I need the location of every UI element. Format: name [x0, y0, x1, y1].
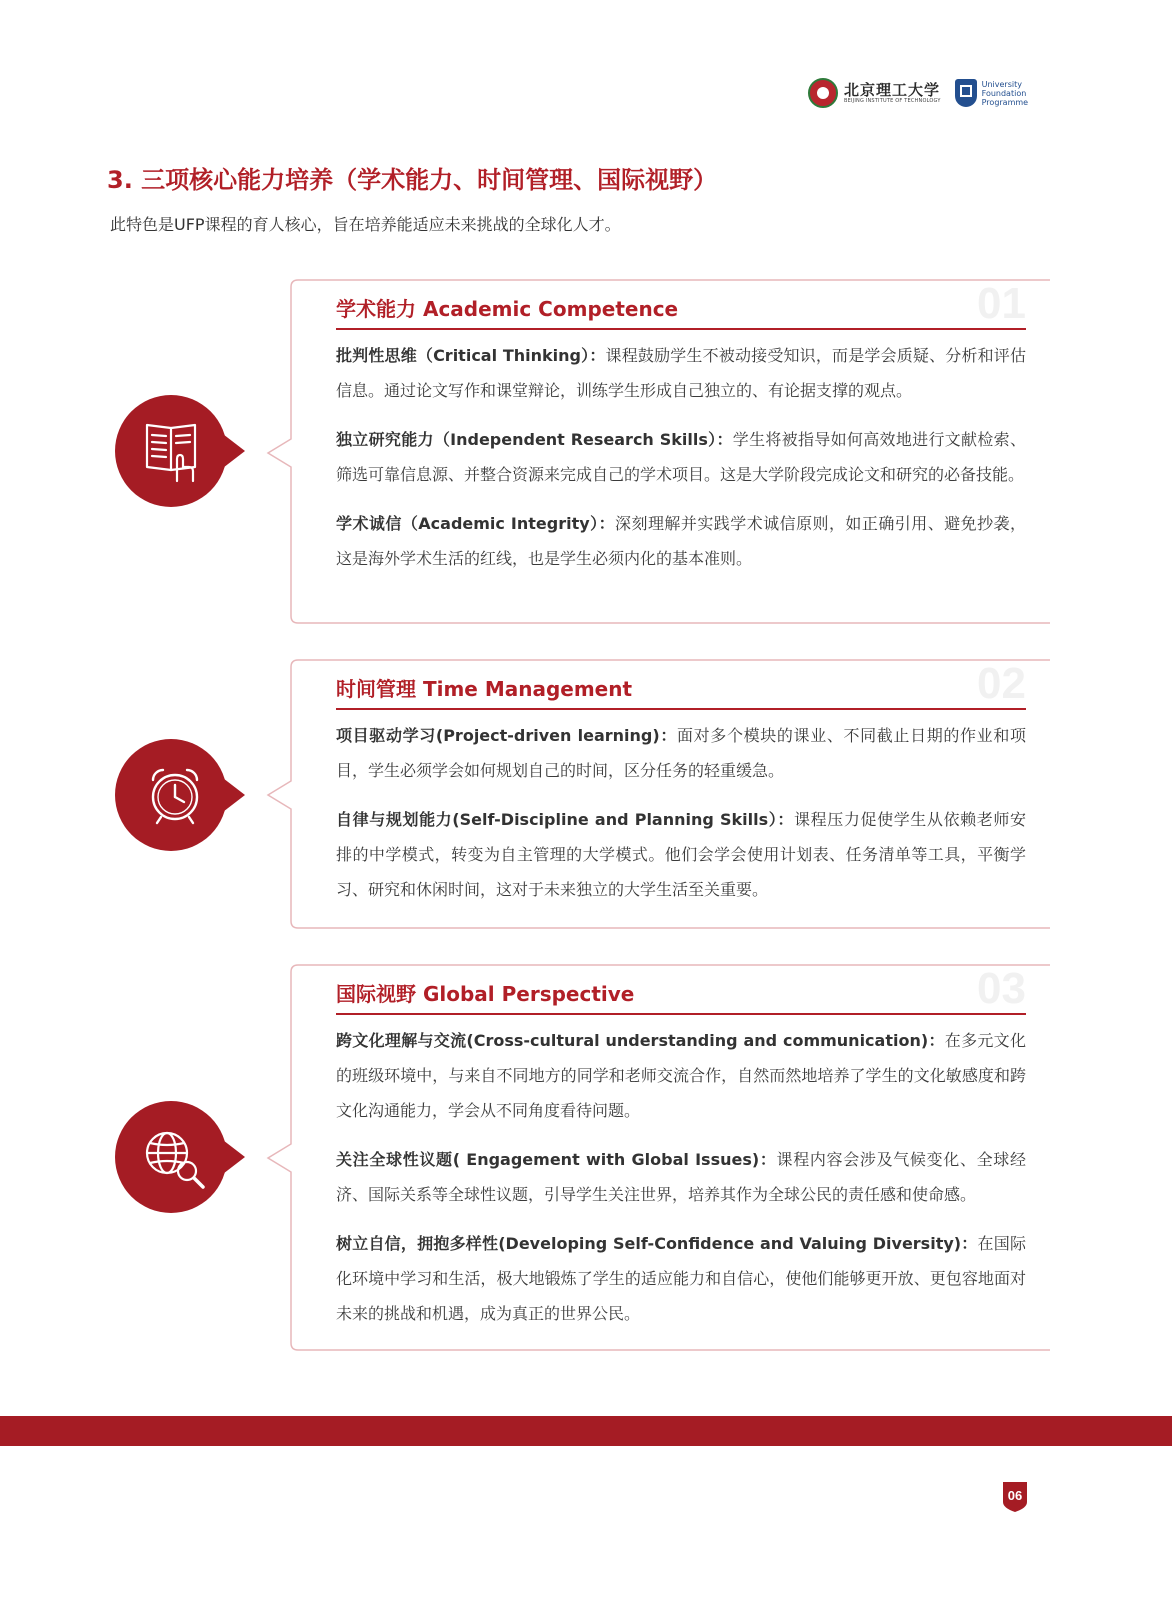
globe-magnifier-icon [115, 1101, 249, 1213]
list-item: 自律与规划能力(Self-Discipline and Planning Skills）：课程压力促使学生从依赖老师安排的中学模式，转变为自主管理的大学模式。他们会学会使用计划表、任务清单等工具，平衡学习、研究和休闲时间，这对于未来独立的大学生活至关重要。 [336, 810, 1026, 899]
ufp-logo-text: University Foundation Programme [981, 79, 1029, 107]
alarm-clock-icon [115, 739, 249, 851]
list-item: 项目驱动学习(Project-driven learning)：面对多个模块的课业、不同截止日期的作业和项目，学生必须学会如何规划自己的时间，区分任务的轻重缓急。 [336, 726, 1026, 780]
global-icon-badge [115, 1101, 249, 1213]
time-icon-badge [115, 739, 249, 851]
card-number: 03 [977, 964, 1026, 1013]
list-item: 独立研究能力（Independent Research Skills）：学生将被指导如何高效地进行文献检索、筛选可靠信息源、并整合资源来完成自己的学术项目。这是大学阶段完成论文和研究的必备技能。 [336, 430, 1026, 484]
card-body [336, 718, 1026, 921]
header-logos [808, 78, 1028, 108]
page-number-badge [1003, 1482, 1027, 1512]
section-heading: 3. 三项核心能力培养（学术能力、时间管理、国际视野） [107, 166, 718, 194]
list-item: 跨文化理解与交流(Cross-cultural understanding and communication)：在多元文化的班级环境中，与来自不同地方的同学和老师交流合作，自然而然地培养了学生的文化敏感度和跨文化沟通能力，学会从不同角度看待问题。 [336, 1031, 1026, 1120]
list-item: 批判性思维（Critical Thinking）：课程鼓励学生不被动接受知识，而是学会质疑、分析和评估信息。通过论文写作和课堂辩论，训练学生形成自己独立的、有论据支撑的观点。 [336, 346, 1026, 400]
list-item: 树立自信，拥抱多样性(Developing Self-Confidence and Valuing Diversity)：在国际化环境中学习和生活，极大地锻炼了学生的适应能力和自信心，使他们能够更开放、更包容地面对未来的挑战和机遇，成为真正的世界公民。 [336, 1234, 1026, 1323]
list-item: 学术诚信（Academic Integrity）：深刻理解并实践学术诚信原则，如正确引用、避免抄袭，这是海外学术生活的红线，也是学生必须内化的基本准则。 [336, 514, 1026, 568]
bit-logo-cn: 北京理工大学 [844, 80, 941, 99]
bit-logo-text [844, 82, 941, 105]
card-number: 02 [977, 659, 1026, 708]
card-academic [290, 279, 1026, 624]
card-body [336, 338, 1026, 590]
card-title: 国际视野 Global Perspective [336, 982, 635, 1006]
card-title: 学术能力 Academic Competence [336, 297, 679, 321]
title-underline [336, 328, 1026, 330]
card-time-management [290, 659, 1026, 929]
card-number: 01 [977, 279, 1026, 328]
card-global-perspective [290, 964, 1026, 1351]
book-hand-icon [115, 395, 249, 507]
footer-band [0, 1416, 1172, 1446]
ufp-shield-logo [955, 79, 977, 107]
card-body [336, 1023, 1026, 1345]
academic-icon-badge [115, 395, 249, 507]
page-number: 06 [1007, 1488, 1023, 1503]
list-item: 关注全球性议题( Engagement with Global Issues)：课程内容会涉及气候变化、全球经济、国际关系等全球性议题，引导学生关注世界，培养其作为全球公民的责任感和使命感。 [336, 1150, 1026, 1204]
title-underline [336, 1013, 1026, 1015]
title-underline [336, 708, 1026, 710]
bit-logo-en: BEIJING INSTITUTE OF TECHNOLOGY [844, 97, 941, 104]
bit-seal-logo [808, 78, 838, 108]
section-subtitle: 此特色是UFP课程的育人核心，旨在培养能适应未来挑战的全球化人才。 [110, 215, 621, 234]
card-title: 时间管理 Time Management [336, 677, 633, 701]
